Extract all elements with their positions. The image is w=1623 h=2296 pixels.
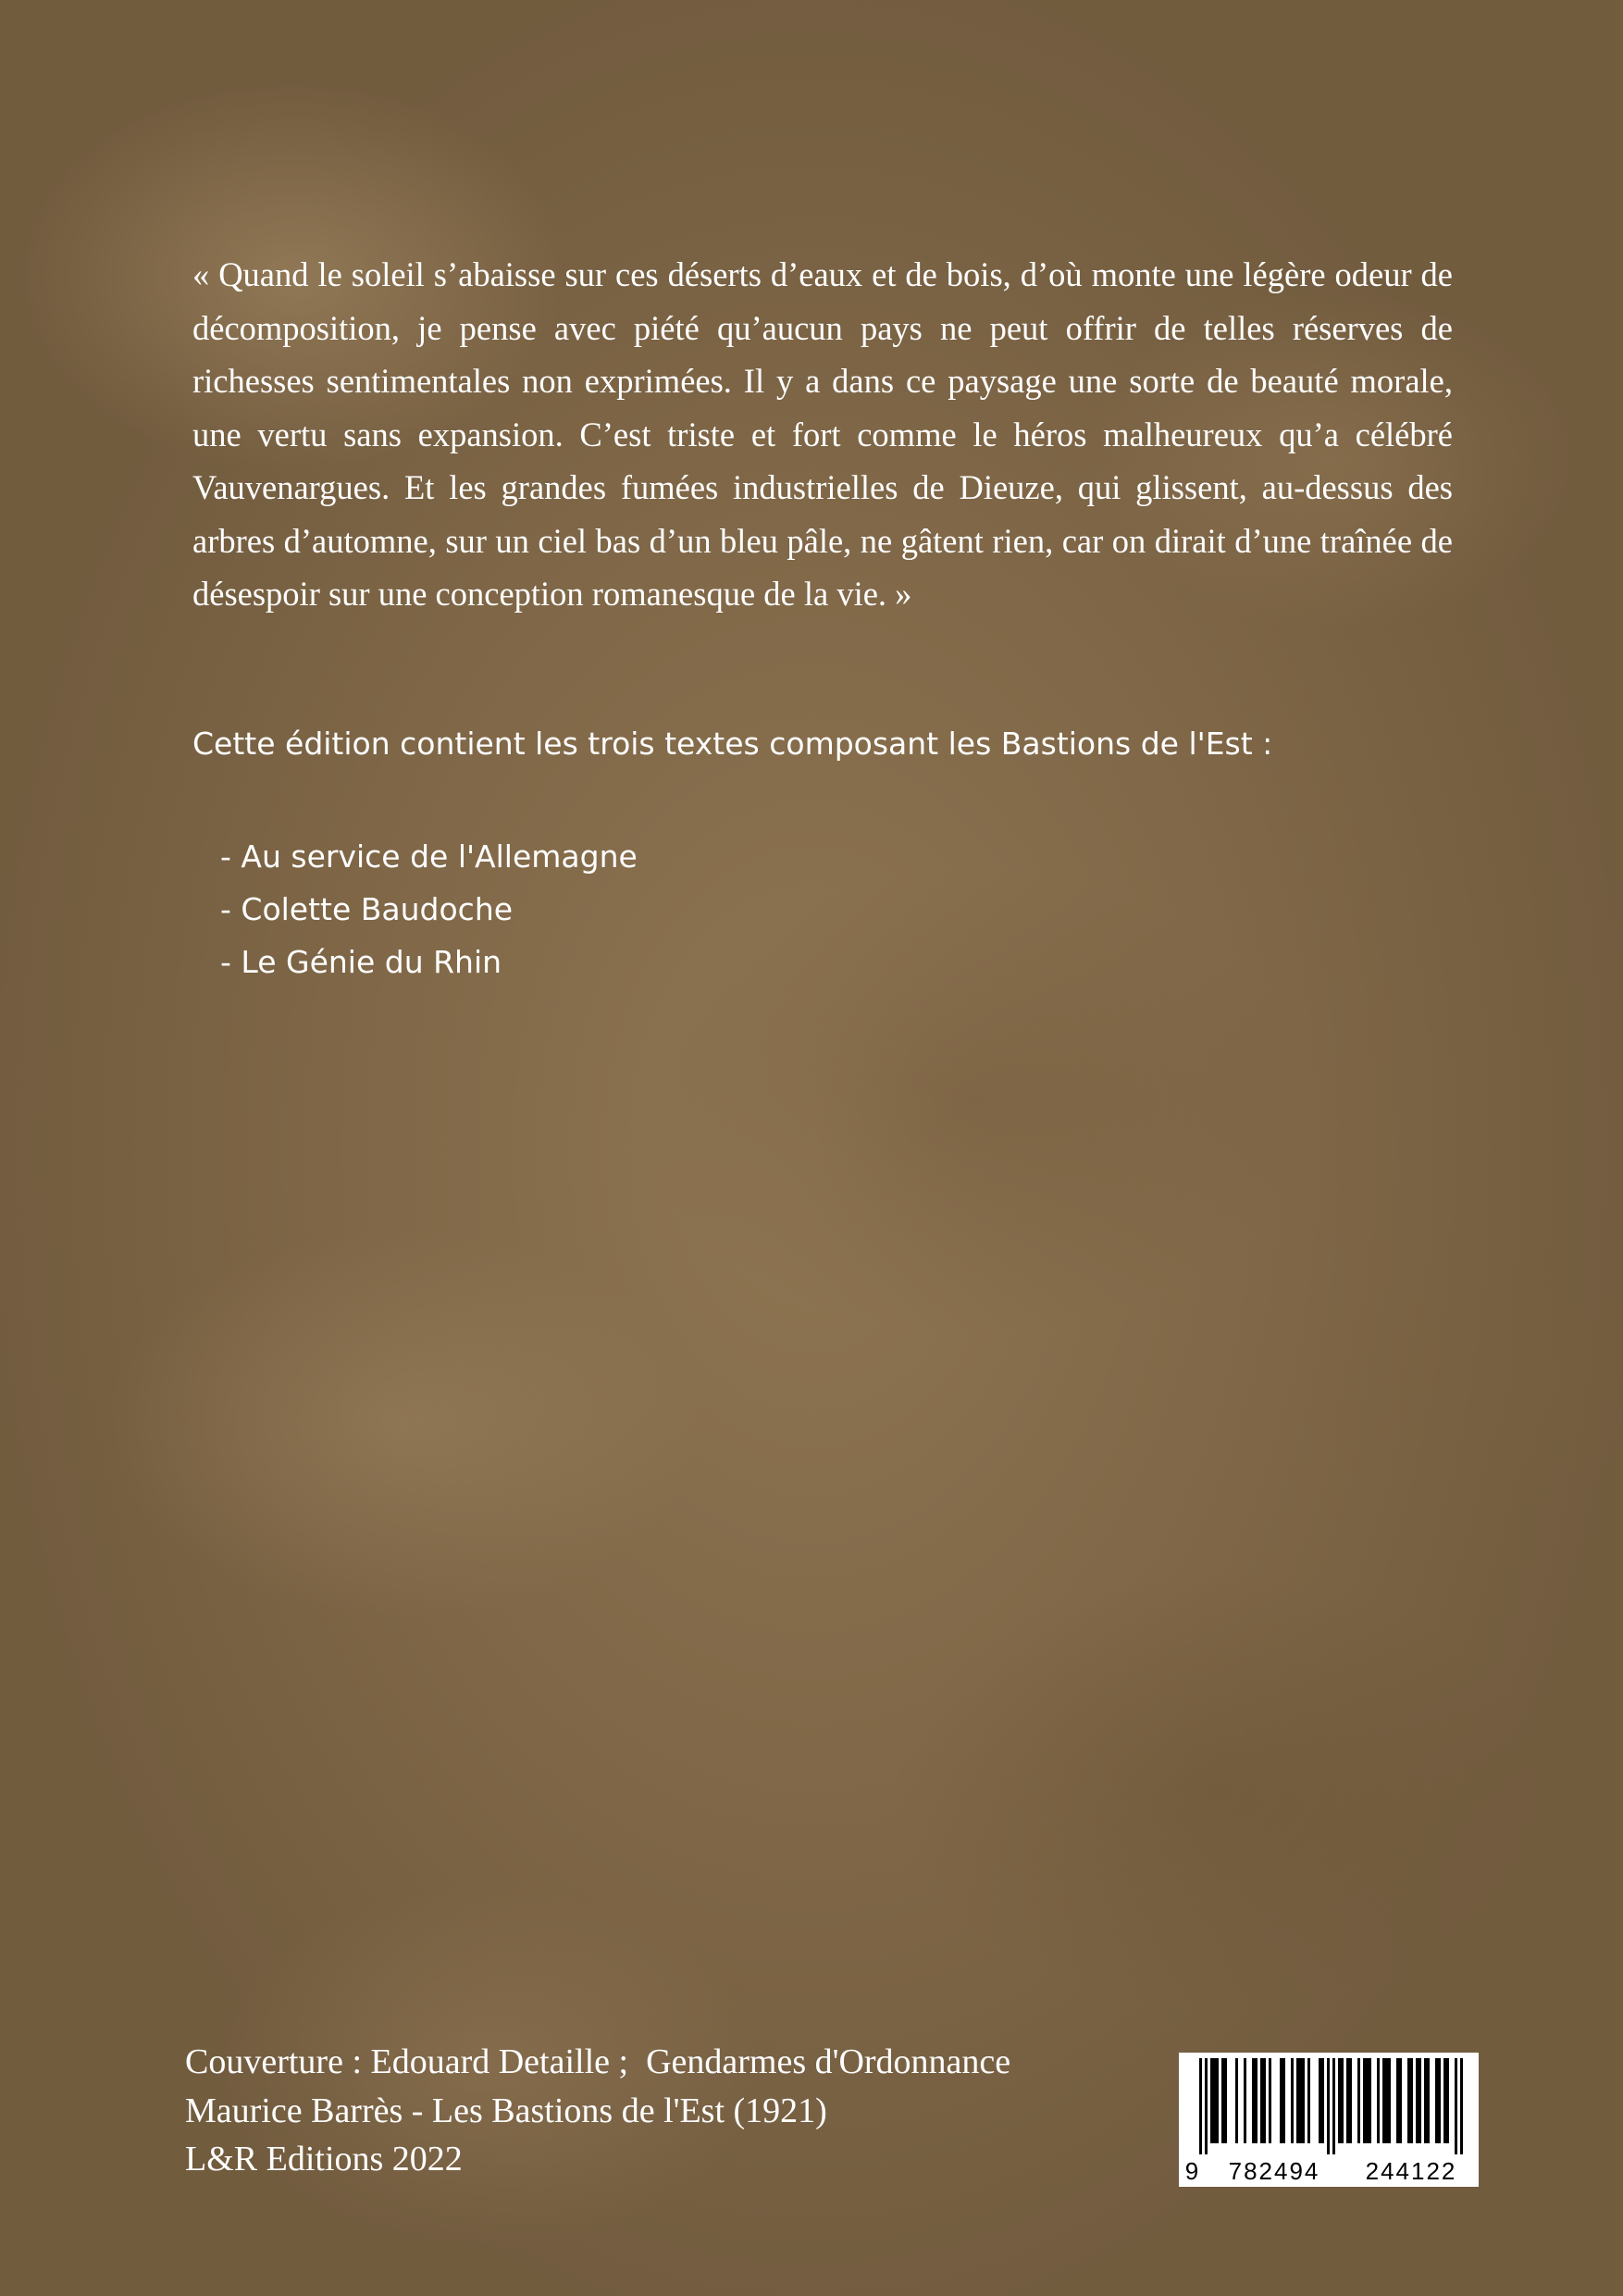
barcode-bar: [1357, 2058, 1360, 2143]
barcode-bar: [1280, 2058, 1282, 2143]
barcode-bar: [1377, 2058, 1380, 2143]
barcode-bar: [1221, 2058, 1224, 2143]
barcode-bars: [1179, 2053, 1479, 2156]
barcode-bar: [1407, 2058, 1410, 2143]
barcode-bar: [1435, 2058, 1438, 2143]
contents-item: - Colette Baudoche: [220, 891, 514, 927]
barcode-bar: [1399, 2058, 1402, 2143]
barcode-bar: [1366, 2058, 1369, 2143]
barcode-bar: [1338, 2058, 1341, 2143]
barcode-bar: [1255, 2058, 1258, 2143]
barcode-bar: [1419, 2058, 1421, 2143]
barcode-bar: [1252, 2058, 1255, 2143]
barcode-bar: [1321, 2058, 1324, 2143]
barcode-bar: [1382, 2058, 1385, 2143]
contents-intro: Cette édition contient les trois textes composant les Bastions de l'Est :: [192, 726, 1273, 762]
barcode-bar: [1299, 2058, 1302, 2143]
barcode-bar: [1296, 2058, 1299, 2143]
isbn-digits: [1179, 2157, 1479, 2185]
barcode-bar: [1388, 2058, 1391, 2143]
publisher-line: L&R Editions 2022: [185, 2140, 463, 2178]
barcode-bar: [1385, 2058, 1388, 2143]
cover-credit: Couverture : Edouard Detaille ; Gendarmes d'Ordonnance: [185, 2042, 1011, 2081]
barcode-bar: [1460, 2058, 1463, 2154]
barcode-bar: [1210, 2058, 1213, 2143]
barcode-bar: [1213, 2058, 1216, 2143]
quote-paragraph: « Quand le soleil s’abaisse sur ces déserts d’eaux et de bois, d’où monte une légère odeur de décomposition, je pense avec piété qu’aucun pays ne peut offrir de telles réserves de richesses sentimentales non exprimées. Il y a dans ce paysage une sorte de beauté morale, une vertu sans expansion. C’est triste et fort comme le héros malheureux qu’a célébré Vauvenargues. Et les grandes fumées industrielles de Dieuze, qui glissent, au-dessus des arbres d’automne, sur un ciel bas d’un bleu pâle, ne gâtent rien, car on dirait d’une traînée de désespoir sur une conception romanesque de la vie. »: [192, 255, 1453, 613]
barcode-bar: [1410, 2058, 1413, 2143]
barcode-bar: [1263, 2058, 1266, 2143]
contents-item: - Le Génie du Rhin: [220, 944, 502, 980]
barcode-bar: [1269, 2058, 1271, 2143]
isbn-left-group: 782494: [1228, 2157, 1320, 2185]
barcode-bar: [1332, 2058, 1335, 2154]
isbn-right-group: 244122: [1365, 2157, 1457, 2185]
barcode-bar: [1319, 2058, 1321, 2143]
barcode-bar: [1363, 2058, 1366, 2143]
barcode-bar: [1443, 2058, 1446, 2143]
barcode-bar: [1369, 2058, 1371, 2143]
barcode-bar: [1346, 2058, 1349, 2143]
barcode-bar: [1307, 2058, 1310, 2143]
barcode-bar: [1235, 2058, 1238, 2143]
barcode-bar: [1244, 2058, 1246, 2143]
credits-block: [185, 2038, 1010, 2184]
barcode-bar: [1341, 2058, 1344, 2143]
barcode-bar: [1224, 2058, 1227, 2143]
barcode-bar: [1291, 2058, 1294, 2143]
barcode-bar: [1282, 2058, 1285, 2143]
barcode-bar: [1427, 2058, 1430, 2143]
isbn-barcode: [1179, 2053, 1479, 2187]
contents-item: - Au service de l'Allemagne: [220, 838, 638, 875]
isbn-first-digit: 9: [1184, 2157, 1199, 2185]
barcode-bar: [1260, 2058, 1263, 2143]
barcode-bar: [1205, 2058, 1208, 2154]
barcode-bar: [1416, 2058, 1419, 2143]
barcode-bar: [1438, 2058, 1441, 2143]
barcode-bar: [1199, 2058, 1202, 2154]
barcode-bar: [1327, 2058, 1330, 2154]
barcode-bar: [1216, 2058, 1219, 2143]
barcode-bar: [1455, 2058, 1457, 2154]
barcode-bar: [1349, 2058, 1352, 2143]
barcode-bar: [1396, 2058, 1399, 2143]
barcode-bar: [1446, 2058, 1449, 2143]
book-title-line: Maurice Barrès - Les Bastions de l'Est (1921): [185, 2091, 827, 2130]
barcode-bar: [1424, 2058, 1427, 2143]
contents-list: [220, 830, 638, 988]
barcode-bar: [1302, 2058, 1305, 2143]
